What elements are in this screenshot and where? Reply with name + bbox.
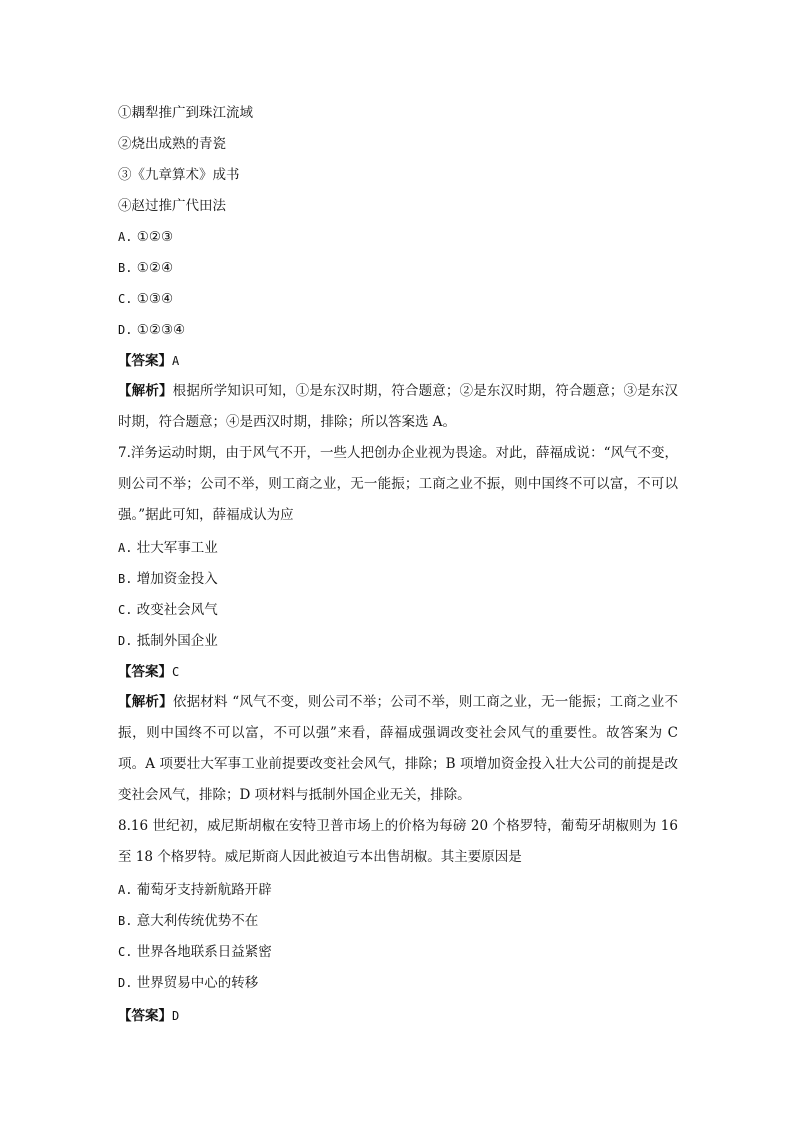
q6-option-d [118, 320, 678, 340]
option-text: 意大利传统优势不在 [136, 913, 259, 929]
q6-answer [118, 351, 678, 371]
q7-option-b [118, 569, 678, 589]
option-text: 葡萄牙支持新航路开辟 [136, 882, 272, 898]
option-text: 增加资金投入 [136, 571, 218, 587]
option-letter: C. [118, 945, 133, 959]
q6-item-3: ③《九章算术》成书 [118, 167, 240, 183]
analysis-label: 【解析】 [118, 383, 173, 399]
q6-option-b [118, 258, 678, 278]
answer-value: C [172, 665, 180, 679]
option-text: 改变社会风气 [136, 602, 218, 618]
answer-value: A [172, 354, 180, 368]
option-text: ①②③④ [136, 322, 186, 338]
option-letter: A. [118, 230, 133, 244]
q7-option-d [118, 631, 678, 651]
q8-option-b [118, 911, 678, 931]
q7-option-c [118, 600, 678, 620]
analysis-text: 根据所学知识可知，①是东汉时期，符合题意；②是东汉时期，符合题意；③是东汉时期，符合题意；④是西汉时期，排除；所以答案选 A。 [118, 383, 679, 430]
option-letter: B. [118, 261, 133, 275]
q6-analysis [118, 376, 678, 438]
option-text: 壮大军事工业 [136, 540, 218, 556]
q8-stem: 8.16 世纪初，威尼斯胡椒在安特卫普市场上的价格为每磅 20 个格罗特，葡萄牙胡椒则为 16 至 18 个格罗特。威尼斯商人因此被迫亏本出售胡椒。其主要原因是 [118, 818, 678, 865]
option-text: 世界各地联系日益紧密 [136, 944, 272, 960]
q6-item-1: ①耦犁推广到珠江流域 [118, 105, 253, 121]
option-letter: D. [118, 976, 133, 990]
q8-answer [118, 1006, 678, 1026]
q6-option-a [118, 227, 678, 247]
option-letter: D. [118, 323, 133, 337]
option-letter: A. [118, 541, 133, 555]
q7-stem: 7.洋务运动时期，由于风气不开，一些人把创办企业视为畏途。对此，薛福成说：“风气不变，则公司不举；公司不举，则工商之业，无一能振；工商之业不振，则中国终不可以富，不可以强。”据此可知，薛福成认为应 [118, 445, 678, 523]
q7-answer [118, 662, 678, 682]
option-text: ①③④ [136, 291, 174, 307]
option-letter: C. [118, 603, 133, 617]
answer-label: 【答案】 [118, 1008, 172, 1024]
option-letter: C. [118, 292, 133, 306]
q8-option-d [118, 973, 678, 993]
q8-option-c [118, 942, 678, 962]
answer-label: 【答案】 [118, 353, 172, 369]
option-text: 抵制外国企业 [136, 633, 218, 649]
answer-value: D [172, 1009, 180, 1023]
option-text: ①②③ [136, 229, 174, 245]
q7-option-a [118, 538, 678, 558]
option-letter: D. [118, 634, 133, 648]
option-letter: B. [118, 572, 133, 586]
q7-analysis [118, 687, 678, 811]
q6-option-c [118, 289, 678, 309]
option-text: 世界贸易中心的转移 [136, 975, 259, 991]
option-letter: A. [118, 883, 133, 897]
q6-item-2: ②烧出成熟的青瓷 [118, 136, 226, 152]
analysis-label: 【解析】 [118, 694, 173, 710]
analysis-text: 依据材料 “风气不变，则公司不举；公司不举，则工商之业，无一能振；工商之业不振，则中国终不可以富，不可以强”来看，薛福成强调改变社会风气的重要性。故答案为 C 项。A 项要壮大军事工业前提要改变社会风气，排除；B 项增加资金投入壮大公司的前提是改变社会风气，排除；D 项材料与抵制外国企业无关，排除。 [118, 694, 678, 803]
option-letter: B. [118, 914, 133, 928]
option-text: ①②④ [136, 260, 174, 276]
q6-item-4: ④赵过推广代田法 [118, 198, 226, 214]
q8-option-a [118, 880, 678, 900]
answer-label: 【答案】 [118, 664, 172, 680]
